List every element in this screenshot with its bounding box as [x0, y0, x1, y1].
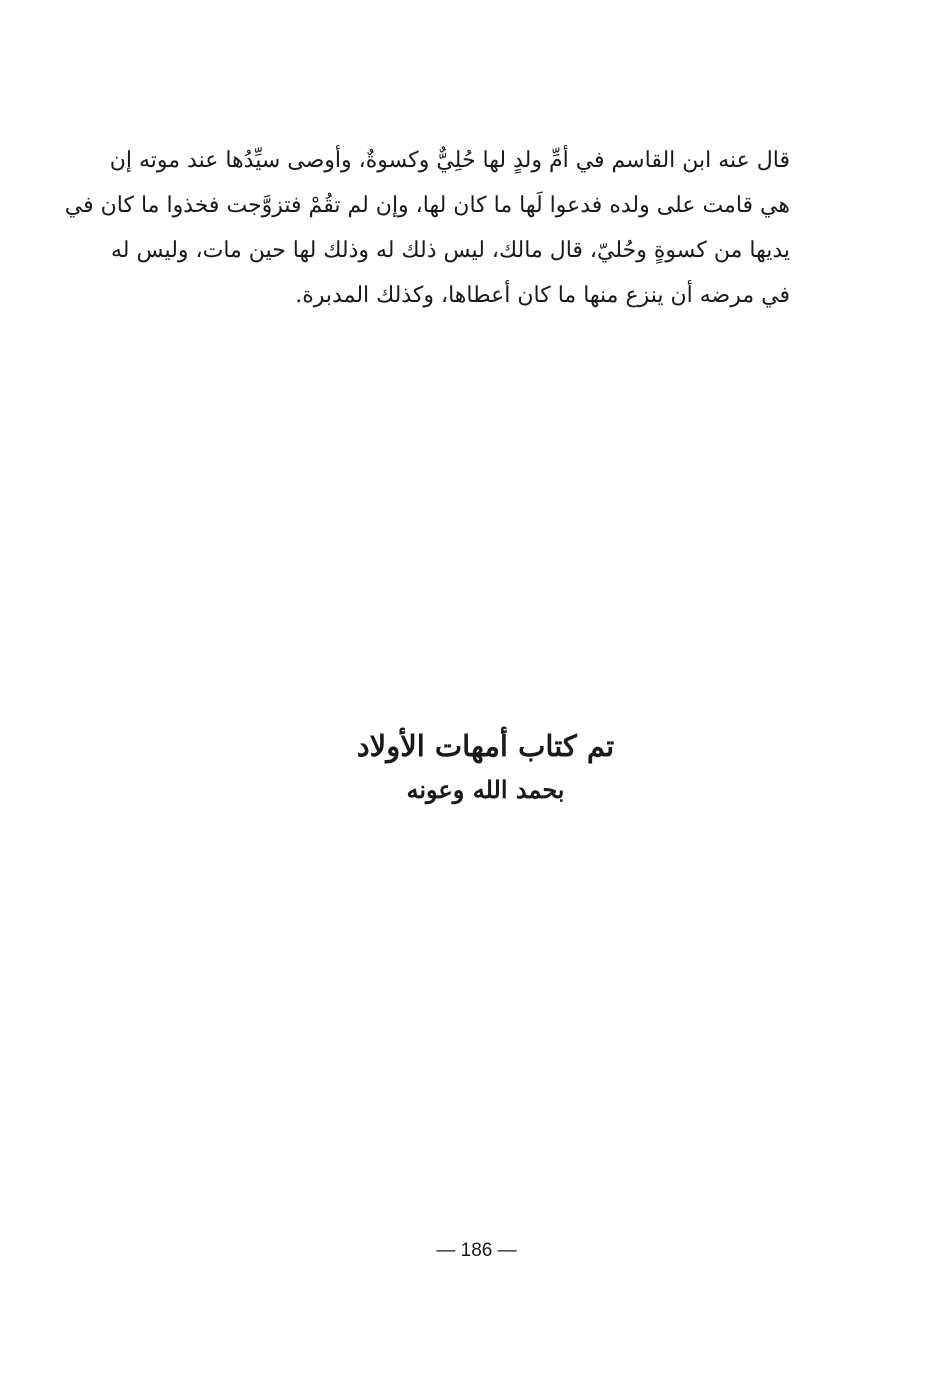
body-line-3: يديها من كسوةٍ وحُليّ، قال مالك، ليس ذلك له وذلك لها حين مات، وليس له	[111, 238, 790, 263]
body-line-1: قال عنه ابن القاسم في أمِّ ولدٍ لها حُلِيٌّ وكسوةٌ، وأوصى سيِّدُها عند موته إن	[109, 148, 790, 173]
page-number: — 186 —	[436, 1240, 517, 1261]
colophon	[0, 722, 941, 810]
colophon-title: تم كتاب أمهات الأولاد	[356, 729, 615, 763]
colophon-subtitle: بحمد الله وعونه	[406, 775, 565, 804]
body-line-4: في مرضه أن ينزع منها ما كان أعطاها، وكذلك المدبرة.	[295, 283, 790, 308]
body-paragraph	[64, 138, 790, 318]
body-line-2: هي قامت على ولده فدعوا لَها ما كان لها، وإن لم تقُمْ فتزوَّجت فخذوا ما كان في	[64, 193, 790, 218]
